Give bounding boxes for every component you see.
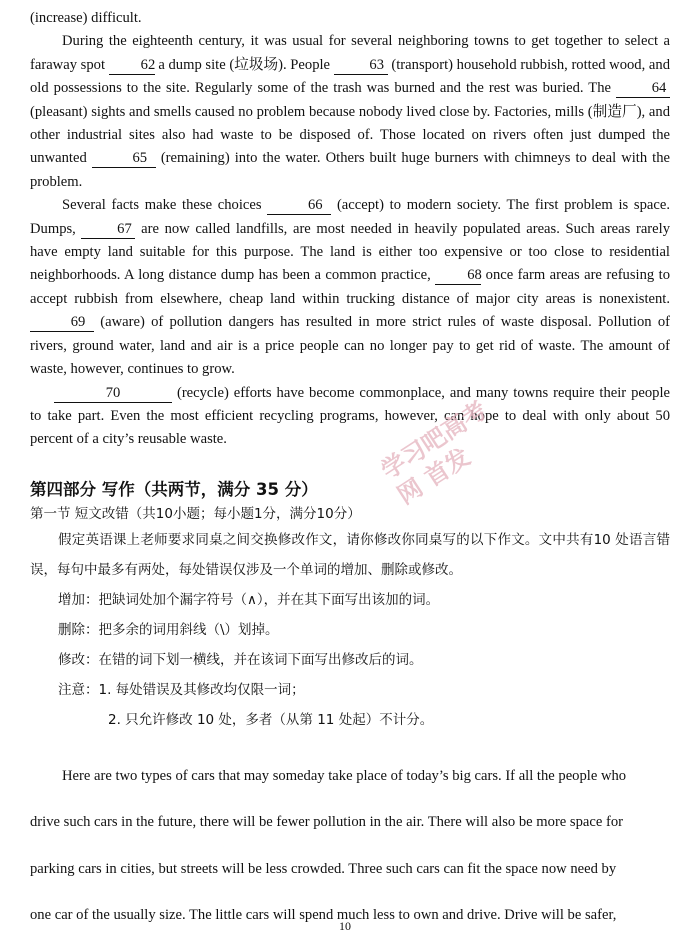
blank-67[interactable]: 67 xyxy=(81,220,135,239)
essay-line-3: parking cars in cities, but streets will be less crowded. Three such cars can fit the space now need by xyxy=(30,860,617,877)
essay-line-4: one car of the usually size. The little cars will spend much less to own and drive. Drive will be safer, xyxy=(30,906,617,923)
passage-paragraph-2: Several facts make these choices 66 (accept) to modern society. The first problem is space. Dumps, 67 are now called landfills, are most needed in heavily populated areas. Such areas rarely have empty land suitable for this purpose. The land is either too expensive or too close to residential neighborhoods. A long distance dump has been a common practice, 68 once farm areas are refusing to accept rubbish from elsewhere, cheap land within trucking distance of major city areas is nonexistent. 69 (aware) of pollution dangers has resulted in more strict rules of waste disposal. Pollution of rivers, ground water, land and air is a price people can no longer pay to get rid of waste. The amount of waste, however, continues to grow. xyxy=(30,197,670,378)
note-2: 2. 只允许修改 10 处，多者（从第 11 处起）不计分。 xyxy=(108,711,434,728)
note-1: 注意：1. 每处错误及其修改均仅限一词； xyxy=(58,681,305,698)
passage-paragraph-3: 70 (recycle) efforts have become commonplace, and many towns require their people to take part. Even the most efficient recycling programs, however, can hope to deal with only about 50 percent of a city’s reusable waste. xyxy=(30,384,670,448)
passage-fragment: (increase) difficult. xyxy=(30,10,142,26)
rule-modify: 修改：在错的词下划一横线，并在该词下面写出修改后的词。 xyxy=(58,651,423,668)
passage-paragraph-1: During the eighteenth century, it was usual for several neighboring towns to get together to select a faraway spot 62 a dump site (垃圾场). People 63 (transport) household rubbish, rotted wood, and old possessions to the site. Regularly some of the trash was burned and the rest was buried. The 64 (pleasant) sights and smells caused no problem because nobody lived close by. Factories, mills (制造厂), and other industrial sites also had waste to be disposed of. Those located on rivers often just dumped the unwanted 65 (remaining) into the water. Others built huge burners with chimneys to deal with the problem. xyxy=(30,33,671,190)
blank-63[interactable]: 63 xyxy=(334,56,388,75)
blank-64[interactable]: 64 xyxy=(616,79,670,98)
rule-delete: 删除：把多余的词用斜线（\）划掉。 xyxy=(58,621,279,638)
rule-add: 增加：把缺词处加个漏字符号（∧），并在其下面写出该加的词。 xyxy=(58,591,440,608)
blank-69[interactable]: 69 xyxy=(30,313,94,332)
document-page xyxy=(30,7,670,938)
section-subtitle: 第一节 短文改错（共10小题；每小题1分，满分10分） xyxy=(30,505,361,522)
essay-line-1: Here are two types of cars that may someday take place of today’s big cars. If all the people who xyxy=(62,767,627,784)
essay-line-2: drive such cars in the future, there will be fewer pollution in the air. There will also be more space for xyxy=(30,814,624,831)
page-number: 10 xyxy=(339,919,351,933)
instruction-text: 假定英语课上老师要求同桌之间交换修改作文，请你修改你同桌写的以下作文。文中共有10 处语言错误，每句中最多有两处，每处错误仅涉及一个单词的增加、删除或修改。 xyxy=(30,531,670,578)
essay-text xyxy=(30,753,670,938)
blank-65[interactable]: 65 xyxy=(92,149,156,168)
blank-66[interactable]: 66 xyxy=(267,196,331,215)
section-title: 第四部分 写作（共两节，满分 35 分） xyxy=(30,479,318,499)
watermark: 学习吧高考网 首发 xyxy=(376,395,493,510)
blank-68[interactable]: 68 xyxy=(435,266,481,285)
blank-70[interactable]: 70 xyxy=(54,384,172,403)
blank-62[interactable]: 62 xyxy=(109,56,155,75)
